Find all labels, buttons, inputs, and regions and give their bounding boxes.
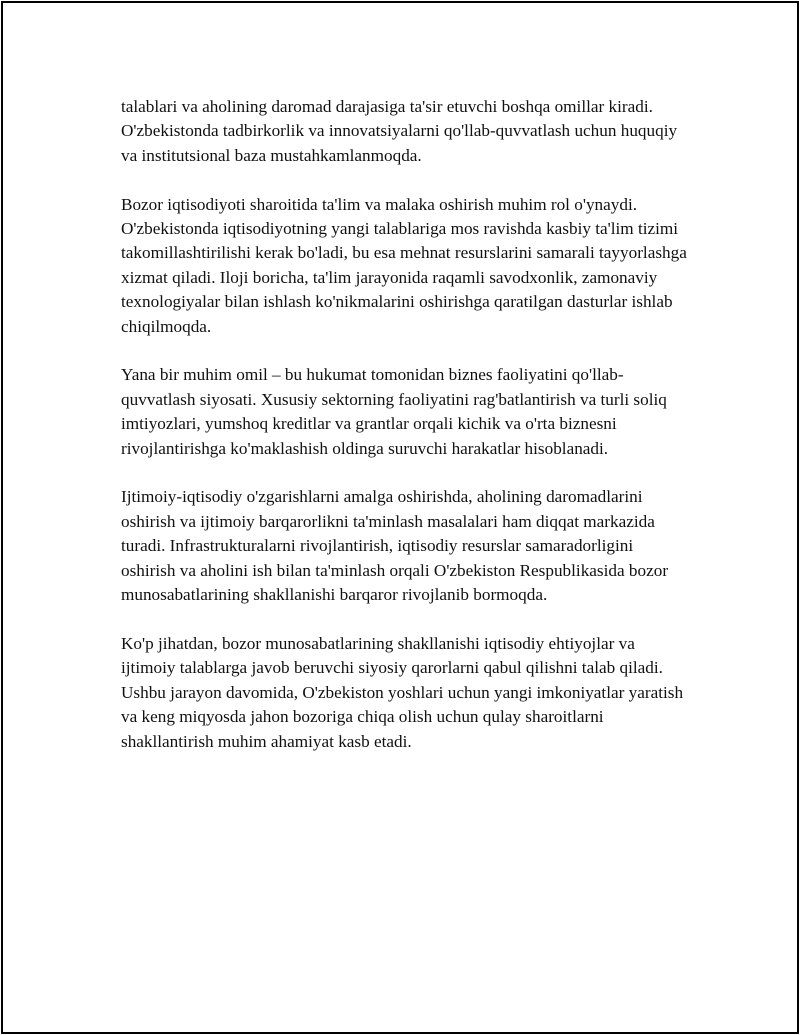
paragraph-2: Bozor iqtisodiyoti sharoitida ta'lim va malaka oshirish muhim rol o'ynaydi. O'zbekistonda iqtisodiyotning yangi talablariga mos ravishda kasbiy ta'lim tizimi takomillashtirilishi kerak bo'ladi, bu esa mehnat resurslarini samarali tayyorlashga xizmat qiladi. Iloji boricha, ta'lim jarayonida raqamli savodxonlik, zamonaviy texnologiyalar bilan ishlash ko'nikmalarini oshirishga qaratilgan dasturlar ishlab chiqilmoqda.	[121, 194, 687, 336]
paragraph-3: Yana bir muhim omil – bu hukumat tomonidan biznes faoliyatini qo'llab-quvvatlash siyosati. Xususiy sektorning faoliyatini rag'batlantirish va turli soliq imtiyozlari, yumshoq kreditlar va grantlar orqali kichik va o'rta biznesni rivojlantirishga ko'maklashish oldinga suruvchi harakatlar hisoblanadi.	[121, 365, 667, 458]
paragraph-1: talablari va aholining daromad darajasiga ta'sir etuvchi boshqa omillar kiradi. O'zbekistonda tadbirkorlik va innovatsiyalarni qo'llab-quvvatlash uchun huquqiy va institutsional baza mustahkamlanmoqda.	[121, 97, 678, 165]
document-page	[1, 1, 799, 1034]
document-body	[121, 95, 689, 778]
paragraph-5: Ko'p jihatdan, bozor munosabatlarining shakllanishi iqtisodiy ehtiyojlar va ijtimoiy talablarga javob beruvchi siyosiy qarorlarni qabul qilishni talab qiladi. Ushbu jarayon davomida, O'zbekiston yoshlari uchun yangi imkoniyatlar yaratish va keng miqyosda jahon bozoriga chiqa olish uchun qulay sharoitlarni shakllantirish muhim ahamiyat kasb etadi.	[121, 633, 684, 751]
paragraph-4: Ijtimoiy-iqtisodiy o'zgarishlarni amalga oshirishda, aholining daromadlarini oshirish va ijtimoiy barqarorlikni ta'minlash masalalari ham diqqat markazida turadi. Infrastrukturalarni rivojlantirish, iqtisodiy resurslar samaradorligini oshirish va aholini ish bilan ta'minlash orqali O'zbekiston Respublikasida bozor munosabatlarining shakllanishi barqaror rivojlanib bormoqda.	[121, 487, 669, 605]
